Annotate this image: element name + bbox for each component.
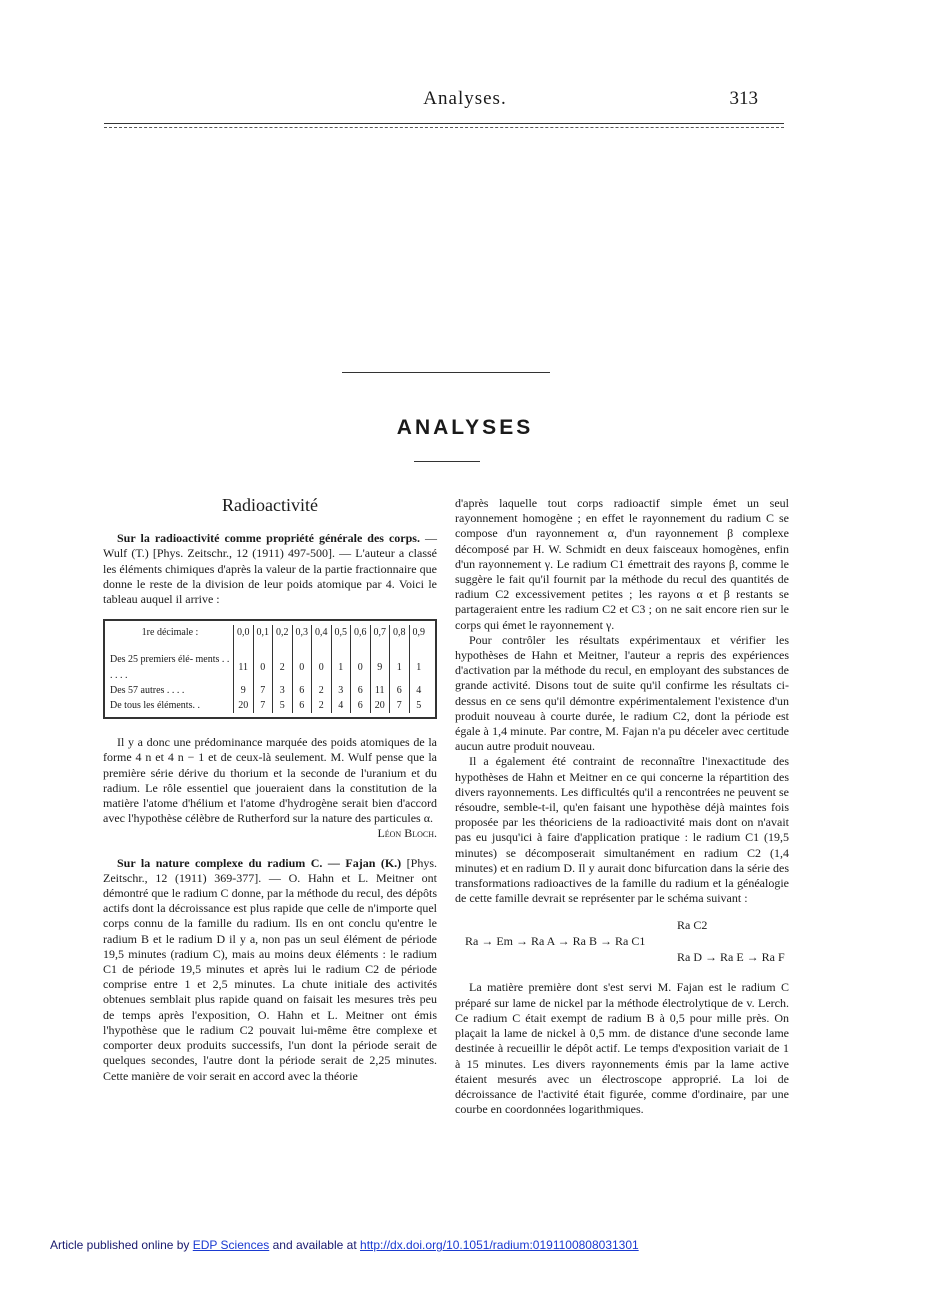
- cell: 11: [370, 683, 390, 698]
- table-header: 0,4: [312, 625, 332, 640]
- title-rule-bottom: [414, 461, 480, 462]
- header-rule-dashed: [104, 127, 784, 128]
- cell: 0: [312, 652, 332, 682]
- table-header: 0,6: [351, 625, 371, 640]
- cell: 0: [253, 652, 273, 682]
- header-rule: [104, 123, 784, 124]
- row-label: Des 25 premiers élé- ments . . . . . .: [110, 654, 230, 681]
- scheme-upper: Ra C2: [677, 918, 708, 933]
- cell: 7: [390, 698, 410, 713]
- table-row: [107, 683, 428, 698]
- right-p2: Pour contrôler les résultats expérimentaux et vérifier les hypothèses de Hahn et Meitner, l'auteur a repris des expériences d'activation par la méthode du recul, en employant des substances de grande activité. Disons tout de suite qu'il confirme les résultats ci-dessus en ce sens qu'il démontre expérimentalement l'existence d'un produit nouveau à courte durée, le radium C2, dont la période est égale à 1,4 minute. Par contre, M. Fajan n'a pu déceler avec certitude aucun autre produit nouveau.: [455, 632, 789, 754]
- left-column: [103, 495, 438, 1084]
- cell: 0: [351, 652, 371, 682]
- cell: 6: [390, 683, 410, 698]
- article2-title: Sur la nature complexe du radium C.: [117, 855, 323, 870]
- cell: 3: [331, 683, 351, 698]
- article1-intro: [103, 531, 437, 607]
- table-corner: 1re décimale :: [141, 627, 199, 639]
- page-number: 313: [729, 88, 758, 109]
- title-rule-top: [342, 372, 550, 373]
- footer-middle: and available at: [272, 1238, 357, 1252]
- cell: 20: [234, 698, 254, 713]
- table-header: 0,1: [253, 625, 273, 640]
- footer-prefix: Article published online by: [50, 1238, 190, 1252]
- publisher-link[interactable]: EDP Sciences: [192, 1238, 270, 1252]
- cell: 5: [273, 698, 293, 713]
- cell: 1: [409, 652, 428, 682]
- cell: 9: [234, 683, 254, 698]
- scheme-chain: Ra → Em → Ra A → Ra B → Ra C1: [465, 934, 646, 949]
- cell: 4: [409, 683, 428, 698]
- table-header: 0,8: [390, 625, 410, 640]
- cell: 7: [253, 683, 273, 698]
- doi-link[interactable]: http://dx.doi.org/10.1051/radium:0191100808031301: [360, 1238, 639, 1252]
- article2-ref: [Phys. Zeitschr., 12 (1911) 369-377]. — O. Hahn et L. Meitner ont démontré que le radium C donne, par la méthode du recul, des dépôts actifs dont la décroissance est plus rapide que celle de n'importe quel corps connu de la famille du radium. Ils en ont conclu qu'entre le radium B et le radium D il y a, non pas un seul élément de période 19,5 minutes (radium C), mais au moins deux éléments : le radium C1 de période 19,5 minutes et après lui le radium C2 de période comprise entre 1 et 2,5 minutes. La chute initiale des activités obtenues semblait plus rapide quand on faisait les mesures très peu de temps après l'exposition, O. Hahn et L. Meitner ont émis l'hypothèse que le radium C2 pouvait lui-même être complexe et comporter deux produits successifs, l'un dont la période serait de quelques secondes, l'autre dont la période serait de 2,25 minutes. Cette manière de voir serait en accord avec la théorie: [103, 855, 438, 1083]
- cell: 11: [234, 652, 254, 682]
- cell: 6: [351, 683, 371, 698]
- cell: 20: [370, 698, 390, 713]
- right-p4: La matière première dont s'est servi M. Fajan est le radium C préparé sur lame de nickel par la méthode électrolytique de v. Lerch. Ce radium C était exempt de radium B à 0,5 pour mille près. On plaçait la lame de nickel à 0,5 mm. de distance d'une seconde lame destinée à recueillir le dépôt actif. Le temps d'exposition variait de 1 à 15 minutes. Les divers rayonnements émis par la lame active étaient mesurés avec un électroscope approprié. La loi de décroissance de l'activité était figurée, comme d'ordinaire, par une courbe en coordonnées logarithmiques.: [455, 980, 789, 1117]
- right-p3: Il a également été contraint de reconnaître l'inexactitude des hypothèses de Hahn et Meitner en ce qui concerne la répartition des divers rayonnements. Les difficultés qu'il a rencontrées ne peuvent se résoudre, semble-t-il, qu'en faisant une hypothèse déjà maintes fois proposée par les théoriciens de la radioactivité mais dont on n'avait pas eu jusqu'ici à faire d'application pratique : le radium C1 (19,5 minutes) se décomposerait simultanément en radium C2 (1,4 minutes) et en radium D. Il y aurait donc bifurcation dans la série des transformations radioactives de la famille du radium et la généalogie de cette famille devrait se représenter par le schéma suivant :: [455, 754, 789, 906]
- scheme-lower: Ra D → Ra E → Ra F: [677, 950, 785, 965]
- running-title: Analyses.: [423, 88, 507, 109]
- right-column: [455, 496, 789, 1117]
- cell: 2: [273, 652, 293, 682]
- table-header: 0,0: [234, 625, 254, 640]
- decay-scheme: [465, 918, 789, 970]
- cell: 9: [370, 652, 390, 682]
- cell: 6: [351, 698, 371, 713]
- table-header: 0,7: [370, 625, 390, 640]
- table-header: 0,9: [409, 625, 428, 640]
- article1-signature: Léon Bloch.: [377, 826, 437, 841]
- cell: 1: [390, 652, 410, 682]
- decimal-table: [103, 619, 437, 719]
- article1-body: [103, 735, 437, 841]
- article1-body-text: Il y a donc une prédominance marquée des poids atomiques de la forme 4 n et 4 n − 1 et de ceux-là seulement. M. Wulf pense que la première série dérive du thorium et la seconde de l'uranium et du radium. Le rôle essentiel que joueraient dans la constitution de la matière l'atome d'hélium et l'atome d'hydrogène serait bien d'accord avec l'hypothèse célèbre de Rutherford sur la nature des particules α.: [103, 735, 437, 826]
- cell: 7: [253, 698, 273, 713]
- table-header: 0,2: [273, 625, 293, 640]
- cell: 6: [292, 683, 312, 698]
- cell: 3: [273, 683, 293, 698]
- article1-title: Sur la radioactivité comme propriété générale des corps.: [117, 531, 420, 546]
- cell: 4: [331, 698, 351, 713]
- row-label: Des 57 autres . . . .: [110, 684, 185, 696]
- cell: 2: [312, 698, 332, 713]
- table-header: 0,3: [292, 625, 312, 640]
- section-title: Radioactivité: [222, 495, 318, 515]
- cell: 1: [331, 652, 351, 682]
- table-row: [107, 652, 428, 682]
- cell: 2: [312, 683, 332, 698]
- decimal-table-grid: [107, 625, 428, 713]
- publication-footer: [50, 1238, 639, 1252]
- main-title: ANALYSES: [396, 416, 534, 439]
- article2-author: — Fajan (K.): [327, 855, 402, 870]
- cell: 0: [292, 652, 312, 682]
- table-row: [107, 698, 428, 713]
- row-label: De tous les éléments. .: [110, 700, 200, 712]
- cell: 5: [409, 698, 428, 713]
- cell: 6: [292, 698, 312, 713]
- table-header: 0,5: [331, 625, 351, 640]
- right-p1: d'après laquelle tout corps radioactif simple émet un seul rayonnement homogène ; en effet le rayonnement du radium C se compose d'un rayonnement α, d'un rayonnement β complexe décomposé par H. W. Schmidt en deux faisceaux homogènes, enfin d'un rayonnement γ. Le radium C1 émettrait des rayons β, comme le suggère le fait qu'il fournit par la méthode du recul des quantités de radium C2 excessivement petites ; les rayons α et β restants se partageraient entre les radium C2 et C3 ; on ne sait encore rien sur le corps qui émet le rayonnement γ.: [455, 496, 789, 632]
- article2-intro: [103, 856, 437, 1084]
- article1-ref: — Wulf (T.) [Phys. Zeitschr., 12 (1911) 497-500]. — L'auteur a classé les éléments chimiques d'après la valeur de la partie fractionnaire que donne le reste de la division de leur poids atomique par 4. Voici le tableau auquel il arrive :: [103, 531, 438, 607]
